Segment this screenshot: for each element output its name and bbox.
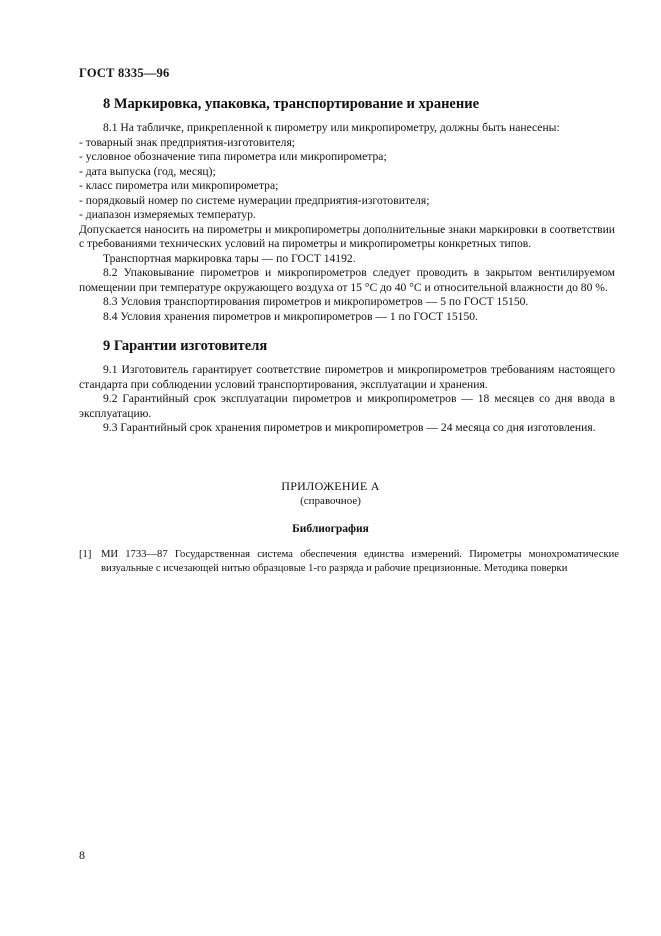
annex-title: ПРИЛОЖЕНИЕ А bbox=[281, 479, 380, 493]
list-item: - класс пирометра или микропирометра; bbox=[79, 179, 279, 192]
bibliography-heading bbox=[0, 523, 661, 535]
section-8-title: 8 Маркировка, упаковка, транспортирование и хранение bbox=[103, 96, 480, 112]
paragraph-transport-marking: Транспортная маркировка тары — по ГОСТ 14192. bbox=[103, 251, 356, 265]
bibliography-entry-text: МИ 1733—87 Государственная система обеспечения единства измерений. Пирометры монохроматические визуальные с исчезающей нитью образцовые 1-го разряда и рабочие прецизионные. Методика поверки bbox=[101, 549, 619, 574]
document-code-header: ГОСТ 8335—96 bbox=[79, 66, 170, 80]
paragraph-8-2: 8.2 Упаковывание пирометров и микропирометров следует проводить в закрытом вентилируемом помещении при температуре окружающего воздуха от 15 °С до 40 °С и относительной влажности до 80 %. bbox=[79, 266, 615, 294]
list-item: - порядковый номер по системе нумерации предприятия-изготовителя; bbox=[79, 193, 430, 207]
annex-subtitle: (справочное) bbox=[300, 495, 361, 507]
list-item: - условное обозначение типа пирометра или микропирометра; bbox=[79, 150, 387, 163]
bibliography-title: Библиография bbox=[292, 523, 369, 535]
paragraph-8-4: 8.4 Условия хранения пирометров и микропирометров — 1 по ГОСТ 15150. bbox=[103, 309, 478, 323]
list-item: - дата выпуска (год, месяц); bbox=[79, 164, 216, 178]
bibliography-entry-number: [1] bbox=[79, 549, 92, 560]
list-item: - диапазон измеряемых температур. bbox=[79, 208, 256, 221]
list-item: - товарный знак предприятия-изготовителя; bbox=[79, 135, 296, 149]
paragraph-9-1: 9.1 Изготовитель гарантирует соответствие пирометров и микропирометров требованиям настоящего стандарта при соблюдении условий транспортирования, эксплуатации и хранения. bbox=[79, 363, 615, 391]
paragraph-9-3: 9.3 Гарантийный срок хранения пирометров и микропирометров — 24 месяца со дня изготовления. bbox=[103, 421, 596, 434]
section-9-body bbox=[79, 363, 615, 436]
paragraph-8-3: 8.3 Условия транспортирования пирометров и микропирометров — 5 по ГОСТ 15150. bbox=[103, 295, 529, 308]
section-8-body bbox=[79, 121, 615, 324]
section-9-title: 9 Гарантии изготовителя bbox=[103, 338, 268, 354]
bibliography-entry bbox=[79, 548, 619, 576]
paragraph-8-1-intro: 8.1 На табличке, прикрепленной к пирометру или микропирометру, должны быть нанесены: bbox=[103, 121, 560, 134]
paragraph-9-2: 9.2 Гарантийный срок эксплуатации пирометров и микропирометров — 18 месяцев со дня ввода в эксплуатацию. bbox=[79, 392, 615, 420]
paragraph-additional-marking: Допускается наносить на пирометры и микропирометры дополнительные знаки маркировки в соответствии с требованиями технических условий на пирометры и микропирометры конкретных типов. bbox=[79, 222, 615, 250]
page-number: 8 bbox=[79, 848, 85, 862]
annex-heading bbox=[0, 479, 661, 507]
